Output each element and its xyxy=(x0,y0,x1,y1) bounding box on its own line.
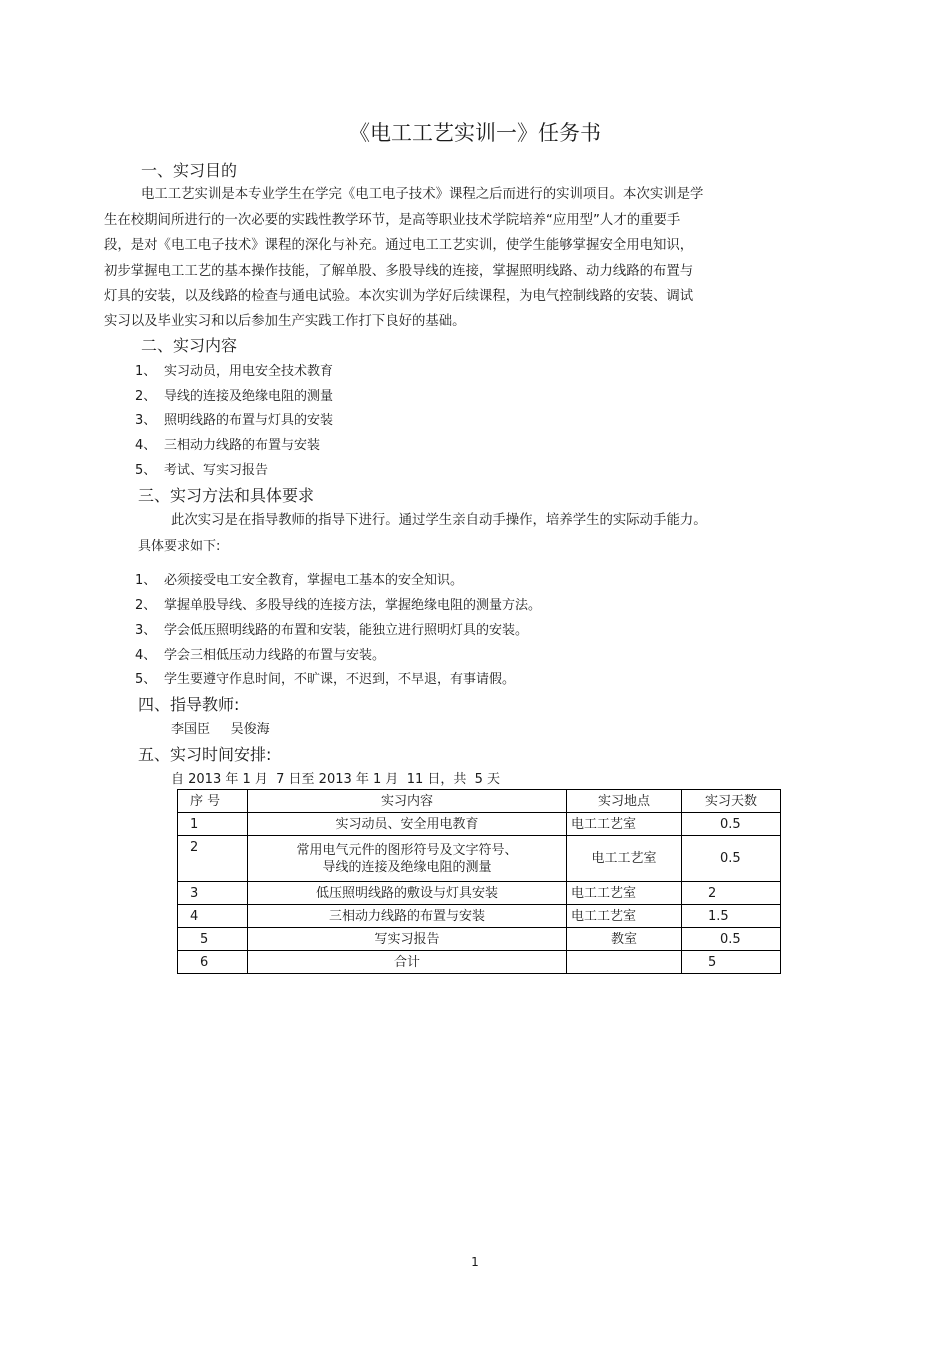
cell-place: 电工工艺室 xyxy=(567,905,682,928)
list-number: 5、 xyxy=(135,463,157,478)
cell-days: 0.5 xyxy=(682,928,781,951)
section-heading-methods: 三、实习方法和具体要求 xyxy=(138,486,315,505)
cell-no: 2 xyxy=(178,836,248,882)
teacher-names: 李国臣 吴俊海 xyxy=(171,722,270,737)
list-item xyxy=(135,619,528,638)
section-heading-teachers: 四、指导教师: xyxy=(138,695,240,714)
schedule-dates: 自 2013 年 1 月 7 日至 2013 年 1 月 11 日，共 5 天 xyxy=(171,772,501,787)
cell-content: 写实习报告 xyxy=(248,928,567,951)
list-number: 1、 xyxy=(135,364,157,379)
list-item xyxy=(135,409,333,428)
cell-content-line: 常用电气元件的图形符号及文字符号、 xyxy=(296,842,518,858)
paragraph-line: 初步掌握电工工艺的基本操作技能，了解单股、多股导线的连接，掌握照明线路、动力线路的布置与 xyxy=(104,264,694,279)
section-heading-schedule: 五、实习时间安排: xyxy=(138,745,272,764)
list-number: 2、 xyxy=(135,598,157,613)
list-text: 考试、写实习报告 xyxy=(164,463,269,478)
list-number: 3、 xyxy=(135,413,157,428)
cell-content: 合计 xyxy=(248,951,567,974)
cell-place: 电工工艺室 xyxy=(567,882,682,905)
list-item xyxy=(135,385,333,404)
paragraph-line: 段，是对《电工电子技术》课程的深化与补充。通过电工工艺实训，使学生能够掌握安全用电知识， xyxy=(104,238,694,253)
page-number: 1 xyxy=(471,1255,479,1269)
section-heading-purpose: 一、实习目的 xyxy=(141,161,238,180)
list-item xyxy=(135,569,463,588)
cell-content: 低压照明线路的敷设与灯具安装 xyxy=(248,882,567,905)
table-header-row xyxy=(178,790,781,813)
list-text: 导线的连接及绝缘电阻的测量 xyxy=(164,389,334,404)
cell-no: 6 xyxy=(178,951,248,974)
schedule-table xyxy=(177,789,781,974)
list-text: 学会低压照明线路的布置和安装，能独立进行照明灯具的安装。 xyxy=(164,623,529,638)
cell-content: 实习动员、安全用电教育 xyxy=(248,813,567,836)
cell-place: 教室 xyxy=(567,928,682,951)
table-row xyxy=(178,928,781,951)
header-cell-days: 实习天数 xyxy=(682,790,781,813)
cell-no: 4 xyxy=(178,905,248,928)
cell-days: 0.5 xyxy=(682,813,781,836)
list-number: 4、 xyxy=(135,648,157,663)
list-text: 三相动力线路的布置与安装 xyxy=(164,438,321,453)
cell-days: 2 xyxy=(682,882,781,905)
paragraph-line: 生在校期间所进行的一次必要的实践性教学环节，是高等职业技术学院培养“应用型”人才的重要手 xyxy=(104,213,681,228)
list-text: 必须接受电工安全教育，掌握电工基本的安全知识。 xyxy=(164,573,464,588)
table-row xyxy=(178,951,781,974)
list-item xyxy=(135,668,515,687)
list-text: 照明线路的布置与灯具的安装 xyxy=(164,413,334,428)
list-item xyxy=(135,594,541,613)
cell-no: 5 xyxy=(178,928,248,951)
paragraph-line: 此次实习是在指导教师的指导下进行。通过学生亲自动手操作，培养学生的实际动手能力。 xyxy=(171,513,707,528)
list-number: 4、 xyxy=(135,438,157,453)
header-cell-content: 实习内容 xyxy=(248,790,567,813)
table-row xyxy=(178,836,781,882)
list-text: 学会三相低压动力线路的布置与安装。 xyxy=(164,648,386,663)
cell-content-line: 导线的连接及绝缘电阻的测量 xyxy=(322,859,492,875)
paragraph-line: 灯具的安装，以及线路的检查与通电试验。本次实训为学好后续课程，为电气控制线路的安装、调试 xyxy=(104,289,694,304)
list-text: 实习动员，用电安全技术教育 xyxy=(164,364,334,379)
cell-days: 1.5 xyxy=(682,905,781,928)
table-row xyxy=(178,882,781,905)
table-row xyxy=(178,813,781,836)
list-number: 3、 xyxy=(135,623,157,638)
table-row xyxy=(178,905,781,928)
list-item xyxy=(135,644,385,663)
header-cell-no: 序 号 xyxy=(178,790,248,813)
cell-place xyxy=(567,951,682,974)
header-cell-place: 实习地点 xyxy=(567,790,682,813)
cell-no: 1 xyxy=(178,813,248,836)
cell-place: 电工工艺室 xyxy=(567,813,682,836)
cell-days: 0.5 xyxy=(682,836,781,882)
cell-content xyxy=(248,836,567,882)
list-number: 1、 xyxy=(135,573,157,588)
cell-no: 3 xyxy=(178,882,248,905)
cell-content: 三相动力线路的布置与安装 xyxy=(248,905,567,928)
list-item xyxy=(135,360,333,379)
list-number: 2、 xyxy=(135,389,157,404)
list-number: 5、 xyxy=(135,672,157,687)
cell-days: 5 xyxy=(682,951,781,974)
section-heading-content: 二、实习内容 xyxy=(141,336,238,355)
list-text: 学生要遵守作息时间，不旷课，不迟到，不早退，有事请假。 xyxy=(164,672,516,687)
list-item xyxy=(135,459,268,478)
list-item xyxy=(135,434,320,453)
document-title: 《电工工艺实训一》任务书 xyxy=(349,121,601,145)
list-text: 掌握单股导线、多股导线的连接方法，掌握绝缘电阻的测量方法。 xyxy=(164,598,542,613)
paragraph-line: 电工工艺实训是本专业学生在学完《电工电子技术》课程之后而进行的实训项目。本次实训是学 xyxy=(141,187,704,202)
paragraph-line: 具体要求如下: xyxy=(138,539,221,554)
cell-place: 电工工艺室 xyxy=(567,836,682,882)
paragraph-line: 实习以及毕业实习和以后参加生产实践工作打下良好的基础。 xyxy=(104,314,466,329)
